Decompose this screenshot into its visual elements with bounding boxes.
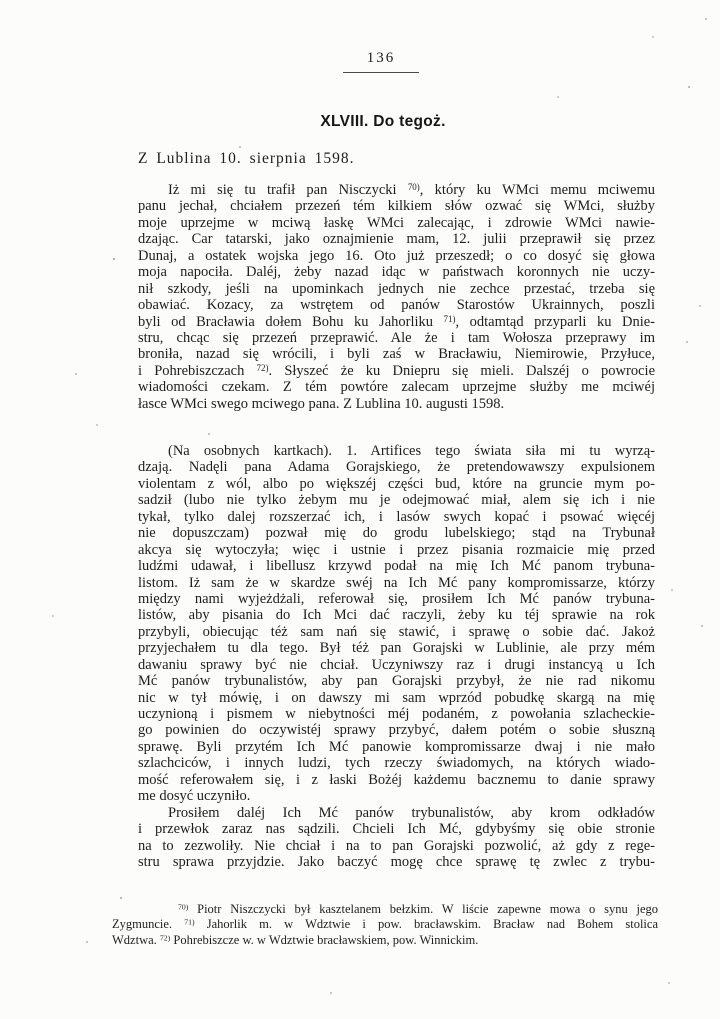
text-line: nie dopuszczam) pozwał mię do grodu lubelskiego; stąd na Trybunał bbox=[138, 525, 655, 542]
text-line: Dunaj, a ostatek wojska jego 16. Oto już przeszedł; o co dosyć się głowa bbox=[138, 247, 655, 264]
text-line: go powinien do oczywistéj sprawy przybyć, dałem potém o sobie słuszną bbox=[138, 722, 655, 739]
section-heading: XLVIII. Do tegoż. bbox=[320, 113, 446, 130]
text-line: Zygmuncie. $^{71)}$ Jahorlik m. w Wdztwie i pow. bracławskim. Bracław nad Bohem stolica bbox=[112, 917, 658, 932]
text-line: sprawę. Byli przytém Ich Mć panowie kompromissarze dwaj i nie mało bbox=[138, 738, 655, 755]
text-line: listów, aby pisania do Ich Mci dać raczyli, żeby ku téj sprawie na rok bbox=[138, 607, 655, 624]
scan-noise bbox=[0, 0, 2, 2]
text-line: przybyli, obiecując téż sam nań się stawić, i sprawę o sobie dać. Jakoż bbox=[138, 623, 655, 640]
text-line: między nami wyjeżdżali, referował się, prosiłem Ich Mć panów trybuna- bbox=[138, 590, 655, 607]
text-line: sadził (lubo nie tylko żebym mu je odejmować miał, alem się ich i nie bbox=[138, 492, 655, 509]
text-line: akcya się wytoczyła; więc i ustnie i przez pisania rozmaicie mię przed bbox=[138, 541, 655, 558]
text-line: Iż mi się tu trafił pan Nisczycki $^{70)}$, który ku WMci memu mciwemu bbox=[168, 182, 655, 198]
text-line: byli od Bracławia dołem Bohu ku Jahorliku $^{71)}$, odtamtąd przyparli ku Dnie- bbox=[138, 313, 655, 330]
text-line: tykał, tylko dalej rozszerzać ich, i lasów swych kopać i psować więcéj bbox=[138, 508, 655, 525]
letter-paragraph-2 bbox=[138, 443, 655, 805]
letter-paragraph-3 bbox=[138, 805, 655, 871]
text-line: nił szkody, jeśli na upominkach jednych nie zechce przestać, trzeba się bbox=[138, 280, 655, 297]
text-line: stru sprawa przyjdzie. Jako baczyć mogę chce sprawę tę zwlec z trybu- bbox=[138, 854, 655, 871]
text-line: dzają. Nadęli pana Adama Gorajskiego, że pretendowawszy expulsionem bbox=[138, 459, 655, 476]
text-line: i przewłok zaraz nas sądzili. Chcieli Ich Mć, gdybyśmy się obie stronie bbox=[138, 821, 655, 838]
text-line: $^{70)}$ Piotr Niszczycki był kasztelanem bełzkim. W liście zapewne mowa o synu jego bbox=[178, 902, 658, 916]
page-number: 136 bbox=[343, 50, 419, 73]
text-line: Prosiłem daléj Ich Mć panów trybunalistów, aby krom odkładów bbox=[168, 805, 655, 821]
text-line: mość referowałem się, i z łaski Bożéj każdemu bacznemu to danie sprawy bbox=[138, 771, 655, 788]
letter-paragraph-1 bbox=[138, 182, 655, 412]
text-line: na to zezwoliły. Nie chciał i na to pan Gorajski pozwolić, aż gdy z rege- bbox=[138, 837, 655, 854]
text-line: listom. Iż sam że w skardze swéj na Ich Mć pany kompromissarze, którzy bbox=[138, 574, 655, 591]
footnote-reference: 71) bbox=[184, 917, 195, 927]
footnote-reference: 71) bbox=[443, 313, 456, 324]
text-line: uczynioną i pismem w niebytności méj podaném, z powołania szlacheckie- bbox=[138, 706, 655, 722]
text-line: nic w tył mówię, i on dawszy mi sam wprzód pobudkę skargą na mię bbox=[138, 689, 655, 706]
text-line: broniła, nazad się wrócili, i byli zaś w Bracławiu, Niemirowie, Przyłuce, bbox=[138, 346, 655, 363]
text-line: Wdztwa. $^{72)}$ Pohrebiszcze w. w Wdztwie bracławskiem, pow. Winnickim. bbox=[112, 932, 479, 947]
footnote-reference: 72) bbox=[159, 933, 171, 943]
text-line: Mć panów trybunalistów, aby pan Gorajski przybył, że nie rad nikomu bbox=[138, 673, 655, 690]
text-line: szlachciców, i innych ludzi, tych rzeczy świadomych, na których wiado- bbox=[138, 755, 655, 772]
text-line: stru, chcąc się przezeń przeprawić. Ale że i tam Wołosza przeprawy im bbox=[138, 329, 655, 346]
text-line: i Pohrebiszczach $^{72)}$. Słyszeć że ku Dniepru się mieli. Dalszéj o powrocie bbox=[138, 362, 655, 379]
footnotes-block bbox=[112, 902, 658, 948]
letter-dateline: Z Lublina 10. sierpnia 1598. bbox=[138, 150, 355, 167]
footnote-reference: 70) bbox=[407, 182, 420, 192]
text-line: dzając. Car tatarski, jako oznajmienie mam, 12. julii przeprawił się przez bbox=[138, 231, 655, 248]
text-line: łasce WMci swego mciwego pana. Z Lublina 10. augusti 1598. bbox=[138, 395, 505, 412]
footnote-reference: 70) bbox=[178, 902, 189, 912]
text-line: moje uprzejme w mciwą łaskę WMci zalecając, i zdrowie WMci nawie- bbox=[138, 214, 655, 231]
text-line: obawiać. Kozacy, za wstrętem od panów Starostów Ukrainnych, poszli bbox=[138, 297, 655, 314]
text-line: violentam z wól, albo po większéj części bud, które na gruncie mym po- bbox=[138, 475, 655, 492]
text-line: wiadomości czekam. Z tém powtóre zalecam uprzejme służby me mciwéj bbox=[138, 379, 655, 396]
text-line: dawaniu sprawy być nie chciał. Uczyniwszy raz i drugi instancyą u Ich bbox=[138, 656, 655, 673]
text-line: przyjechałem tu dla tego. Był téż pan Gorajski w Lublinie, ale przy mém bbox=[138, 640, 655, 657]
text-line: panu jechał, chciałem przezeń tém kilkiem słów ozwać się WMci, służby bbox=[138, 198, 655, 215]
text-line: (Na osobnych kartkach). 1. Artifices tego świata siła mi tu wyrzą- bbox=[168, 443, 655, 459]
footnote-reference: 72) bbox=[256, 362, 269, 373]
text-line: moja napociła. Daléj, żeby nazad idąc w państwach koronnych nie uczy- bbox=[138, 264, 655, 281]
text-line: me dosyć uczyniło. bbox=[138, 788, 251, 805]
text-line: ludźmi udawał, i libellusz krzywd podał na mię Ich Mć panom trybuna- bbox=[138, 558, 655, 575]
